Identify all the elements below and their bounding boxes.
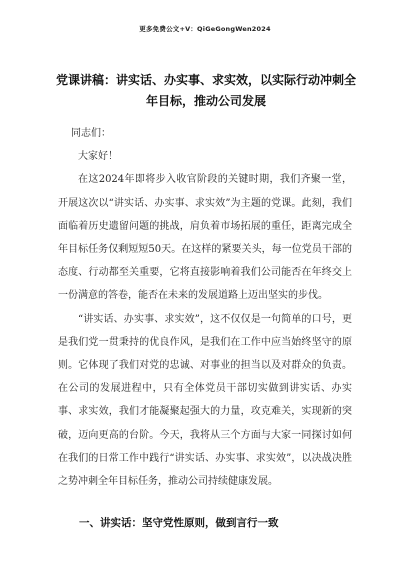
document-title: 党课讲稿：讲实话、办实事、求实效，以实际行动冲刺全年目标，推动公司发展 bbox=[56, 73, 357, 108]
salutation: 同志们： bbox=[71, 128, 111, 139]
greeting: 大家好！ bbox=[78, 151, 118, 163]
document-body bbox=[58, 122, 352, 493]
header-note: 更多免费公文+V：QiGeGongWen2024 bbox=[139, 25, 271, 33]
body-paragraph-2: “讲实话、办实事、求实效”，这不仅仅是一句简单的口号，更是我们党一贯秉持的优良作风，是我们在工作中应当始终坚守的原则。它体现了我们对党的忠诚、对事业的担当以及对群众的负责。在公司的发展进程中，只有全体党员干部切实做到讲实话、办实事、求实效，我们才能凝聚起强大的力量，攻克难关，实现新的突破，迈向更高的台阶。今天，我将从三个方面与大家一同探讨如何在我们的日常工作中践行“讲实话、办实事、求实效”，以决战决胜之势冲刺全年目标任务，推动公司持续健康发展。 bbox=[58, 313, 352, 488]
body-paragraph-1: 在这2024年即将步入收官阶段的关键时期，我们齐聚一堂，开展这次以“讲实话、办实事、求实效”为主题的党课。此刻，我们面临着历史遗留问题的挑战，肩负着市场拓展的重任，距离完成全年目标任务仅剩短短50天。在这样的紧要关头，每一位党员干部的态度、行动都至关重要，它将直接影响着我们公司能否在年终交上一份满意的答卷，能否在未来的发展道路上迈出坚实的步伐。 bbox=[58, 174, 352, 302]
section-heading: 一、讲实话：坚守党性原则，做到言行一致 bbox=[79, 517, 279, 529]
